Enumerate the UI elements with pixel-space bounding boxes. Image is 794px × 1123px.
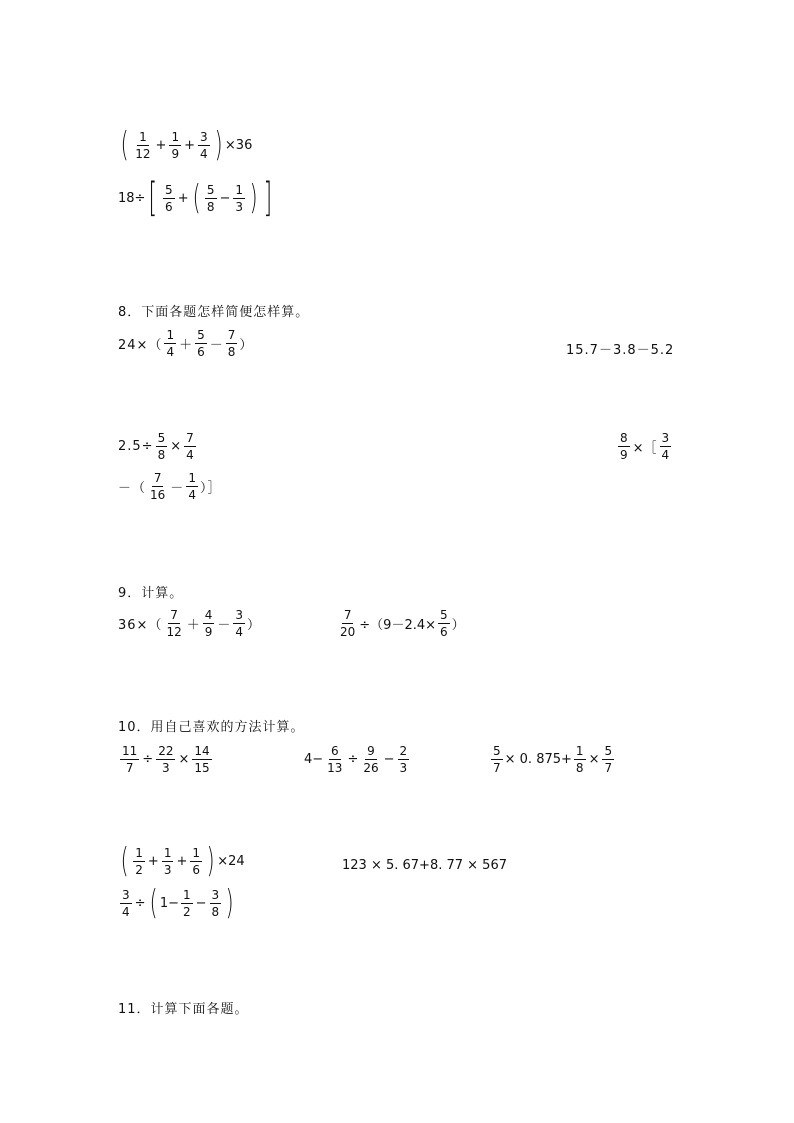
numerator: 1	[163, 845, 172, 860]
denominator: 9	[171, 146, 180, 161]
fraction	[133, 847, 145, 876]
left-paren: (	[120, 841, 129, 881]
fraction	[133, 131, 152, 160]
right-paren: )	[249, 178, 258, 218]
numerator: 1	[166, 328, 175, 342]
denominator: 4	[122, 904, 130, 919]
numerator: 11	[122, 744, 138, 758]
expression-lead: 2.5÷	[118, 439, 154, 454]
operator: ÷	[347, 752, 359, 767]
denominator: 2	[182, 904, 191, 919]
fraction	[195, 329, 207, 358]
fraction	[163, 184, 175, 213]
expression-8-4	[616, 432, 673, 461]
expression-tail: ）	[247, 618, 261, 633]
fraction	[164, 609, 183, 638]
fraction	[325, 745, 344, 774]
fraction	[361, 745, 380, 774]
numerator: 1	[139, 129, 147, 144]
denominator: 8	[575, 761, 584, 775]
operator: ×	[170, 439, 182, 454]
expression-lead: 4−	[304, 752, 324, 767]
expression-lead: 1−	[159, 895, 179, 911]
fraction	[190, 847, 202, 876]
fraction	[338, 609, 357, 638]
operator: ÷	[142, 752, 154, 767]
denominator: 9	[204, 625, 213, 639]
fraction	[660, 432, 672, 461]
expression-middle: × 0. 875+	[504, 752, 572, 767]
right-paren: )	[206, 841, 215, 881]
denominator: 9	[620, 448, 628, 462]
denominator: 4	[188, 488, 196, 502]
expression-7-2	[118, 175, 276, 221]
expression-tail: ）	[239, 338, 253, 353]
fraction	[210, 889, 222, 918]
numerator: 1	[188, 471, 196, 485]
numerator: 7	[227, 328, 236, 342]
denominator: 4	[186, 448, 194, 462]
question-10-heading: 10．用自己喜欢的方法计算。	[118, 720, 305, 735]
denominator: 4	[166, 345, 175, 359]
denominator: 6	[192, 862, 200, 877]
denominator: 6	[197, 345, 205, 359]
fraction	[186, 472, 198, 501]
operator: ＋	[179, 338, 193, 353]
fraction	[203, 609, 215, 638]
left-bracket: [	[148, 175, 158, 221]
numerator: 3	[211, 887, 220, 902]
denominator: 13	[327, 761, 343, 775]
fraction	[438, 609, 450, 638]
numerator: 9	[367, 744, 375, 758]
denominator: 3	[163, 862, 172, 877]
denominator: 6	[165, 199, 173, 214]
expression-lead: 24×（	[118, 338, 163, 353]
operator: −	[219, 190, 231, 206]
fraction	[192, 745, 211, 774]
numerator: 1	[575, 744, 584, 758]
operator: －	[209, 338, 223, 353]
denominator: 12	[166, 625, 182, 639]
operator: ＋	[186, 618, 200, 633]
fraction	[398, 745, 410, 774]
fraction	[156, 745, 175, 774]
fraction	[491, 745, 503, 774]
operator: ×	[178, 752, 190, 767]
denominator: 4	[235, 625, 244, 639]
expression-8-2: 15.7－3.8－5.2	[566, 343, 675, 358]
denominator: 16	[150, 488, 166, 502]
denominator: 7	[493, 761, 501, 775]
numerator: 5	[206, 182, 215, 197]
expression-lead: 36×（	[118, 618, 163, 633]
numerator: 5	[157, 431, 166, 445]
operator: +	[155, 137, 167, 153]
numerator: 7	[153, 471, 162, 485]
expression-tail: ×24	[217, 853, 245, 869]
denominator: 7	[125, 761, 134, 775]
denominator: 8	[211, 904, 220, 919]
operator: ×	[588, 752, 600, 767]
question-8-heading: 8．下面各题怎样简便怎样算。	[118, 305, 310, 320]
expression-lead: －（	[118, 481, 147, 496]
fraction	[156, 432, 168, 461]
fraction	[618, 432, 630, 461]
fraction	[162, 847, 174, 876]
numerator: 3	[235, 608, 244, 622]
denominator: 6	[440, 625, 448, 639]
expression-lead: 18÷	[118, 190, 146, 206]
left-paren: (	[192, 178, 201, 218]
denominator: 12	[135, 146, 151, 161]
expression-7-1	[118, 125, 253, 165]
numerator: 2	[399, 744, 408, 758]
operator: +	[184, 137, 195, 153]
expression-9-2	[336, 609, 465, 638]
numerator: 7	[343, 608, 352, 622]
fraction	[120, 745, 139, 774]
operator: +	[177, 190, 189, 206]
operator: ×［	[632, 441, 657, 456]
denominator: 3	[162, 761, 170, 775]
expression-10-5: 123 × 5. 67+8. 77 × 567	[342, 858, 507, 873]
fraction	[233, 184, 245, 213]
numerator: 1	[235, 182, 244, 197]
numerator: 4	[204, 608, 213, 622]
expression-10-1	[118, 745, 214, 774]
operator: −	[383, 752, 395, 767]
right-paren: )	[225, 883, 234, 923]
fraction	[181, 889, 193, 918]
denominator: 7	[604, 761, 613, 775]
denominator: 26	[363, 761, 379, 775]
operator: +	[176, 853, 188, 869]
right-paren: )	[214, 125, 223, 165]
numerator: 5	[197, 328, 205, 342]
fraction	[574, 745, 586, 774]
denominator: 8	[157, 448, 166, 462]
denominator: 20	[340, 625, 356, 639]
numerator: 1	[192, 845, 200, 860]
numerator: 3	[661, 431, 670, 445]
left-paren: (	[149, 883, 158, 923]
numerator: 14	[194, 744, 210, 758]
numerator: 5	[493, 744, 501, 758]
numerator: 6	[330, 744, 339, 758]
operator: －	[217, 618, 231, 633]
operator: －	[170, 481, 184, 496]
expression-8-1	[118, 329, 252, 358]
expression-middle: ÷（9－2.4×	[359, 618, 437, 633]
expression-8-4-continued	[118, 472, 221, 501]
operator: +	[147, 853, 159, 869]
numerator: 5	[604, 744, 613, 758]
fraction	[148, 472, 167, 501]
question-9-heading: 9．计算。	[118, 586, 184, 601]
question-11-heading: 11．计算下面各题。	[118, 1002, 249, 1017]
fraction	[198, 131, 210, 160]
denominator: 3	[235, 199, 244, 214]
operator: −	[195, 895, 207, 911]
denominator: 4	[661, 448, 670, 462]
expression-tail: ×36	[224, 137, 253, 153]
expression-9-1	[118, 609, 260, 638]
fraction	[602, 745, 614, 774]
fraction	[205, 184, 217, 213]
fraction	[164, 329, 176, 358]
fraction	[184, 432, 196, 461]
numerator: 1	[171, 129, 180, 144]
numerator: 7	[186, 431, 194, 445]
numerator: 1	[182, 887, 191, 902]
expression-10-4	[118, 841, 245, 881]
numerator: 8	[620, 431, 628, 445]
denominator: 15	[194, 761, 210, 775]
left-paren: (	[120, 125, 129, 165]
right-bracket: ]	[263, 175, 273, 221]
expression-tail: ）	[451, 618, 465, 633]
denominator: 4	[200, 146, 208, 161]
numerator: 3	[122, 887, 130, 902]
expression-8-3	[118, 432, 198, 461]
numerator: 5	[440, 608, 448, 622]
numerator: 5	[165, 182, 173, 197]
operator: ÷	[134, 895, 146, 911]
fraction	[233, 609, 245, 638]
expression-10-2	[304, 745, 411, 774]
numerator: 22	[158, 744, 174, 758]
numerator: 7	[170, 608, 178, 622]
numerator: 3	[200, 129, 208, 144]
expression-tail: ）］	[199, 481, 222, 496]
numerator: 1	[135, 845, 143, 860]
expression-10-6	[118, 883, 236, 923]
fraction	[169, 131, 181, 160]
fraction	[226, 329, 238, 358]
fraction	[120, 889, 132, 918]
denominator: 3	[399, 761, 408, 775]
denominator: 8	[206, 199, 215, 214]
denominator: 2	[135, 862, 143, 877]
expression-10-3	[489, 745, 616, 774]
denominator: 8	[227, 345, 236, 359]
